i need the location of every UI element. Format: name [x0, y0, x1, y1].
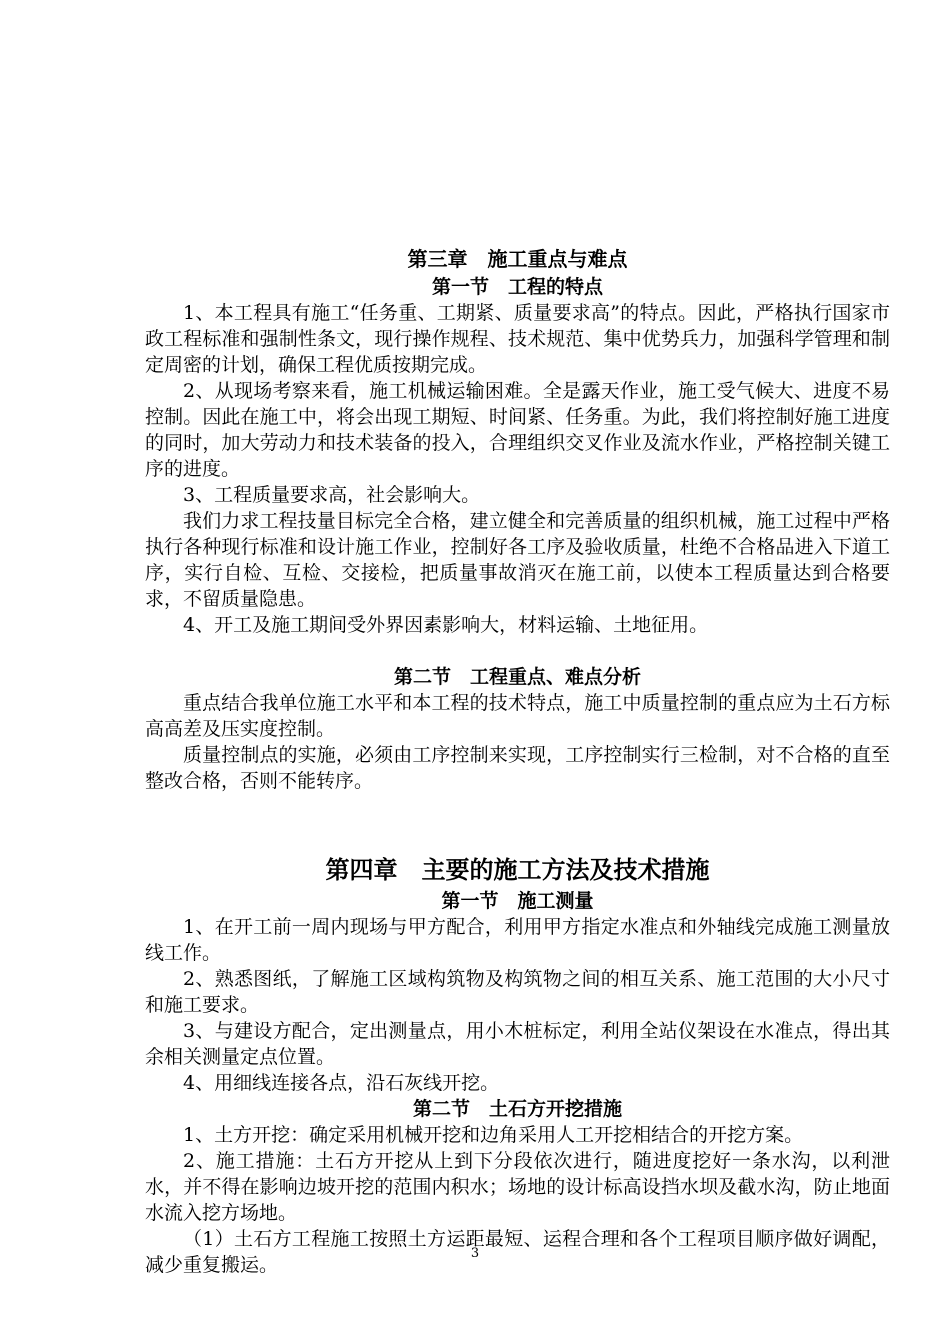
- document-page: [145, 244, 890, 1278]
- paragraph: 1、土方开挖：确定采用机械开挖和边角采用人工开挖相结合的开挖方案。: [183, 1124, 804, 1146]
- chapter-3-section-1-title: 第一节 工程的特点: [431, 276, 603, 298]
- paragraph: 1、在开工前一周内现场与甲方配合，利用甲方指定水准点和外轴线完成施工测量放线工作。: [145, 916, 890, 964]
- paragraph: 2、从现场考察来看，施工机械运输困难。全是露天作业，施工受气候大、进度不易控制。因此在施工中，将会出现工期短、时间紧、任务重。为此，我们将控制好施工进度的同时，加大劳动力和技术装备的投入，合理组织交叉作业及流水作业，严格控制关键工序的进度。: [145, 380, 890, 480]
- paragraph: 1、本工程具有施工“任务重、工期紧、质量要求高”的特点。因此，严格执行国家市政工程标准和强制性条文，现行操作规程、技术规范、集中优势兵力，加强科学管理和制定周密的计划，确保工程优质按期完成。: [145, 302, 890, 376]
- spacer: [145, 638, 890, 664]
- chapter-3-title: 第三章 施工重点与难点: [407, 247, 628, 271]
- paragraph: 2、熟悉图纸，了解施工区域构筑物及构筑物之间的相互关系、施工范围的大小尺寸和施工要求。: [145, 968, 890, 1016]
- paragraph: 3、工程质量要求高，社会影响大。: [183, 484, 481, 506]
- paragraph: 4、用细线连接各点，沿石灰线开挖。: [183, 1072, 500, 1094]
- page-number: 3: [470, 1246, 480, 1261]
- paragraph: 3、与建设方配合，定出测量点，用小木桩标定，利用全站仪架设在水准点，得出其余相关测量定点位置。: [145, 1020, 890, 1068]
- chapter-3-section-2-title: 第二节 工程重点、难点分析: [393, 666, 641, 688]
- chapter-4-section-1-title: 第一节 施工测量: [441, 890, 594, 912]
- paragraph: 我们力求工程技量目标完全合格，建立健全和完善质量的组织机械，施工过程中严格执行各种现行标准和设计施工作业，控制好各工序及验收质量，杜绝不合格品进入下道工序，实行自检、互检、交接检，把质量事故消灭在施工前，以使本工程质量达到合格要求，不留质量隐患。: [145, 510, 890, 610]
- chapter-4-section-2-title: 第二节 土石方开挖措施: [412, 1098, 622, 1120]
- paragraph: 重点结合我单位施工水平和本工程的技术特点，施工中质量控制的重点应为土石方标高高差及压实度控制。: [145, 692, 890, 740]
- paragraph: （1）土石方工程施工按照土方运距最短、运程合理和各个工程项目顺序做好调配，减少重复搬运。: [145, 1228, 890, 1276]
- spacer: [145, 794, 890, 852]
- paragraph: 质量控制点的实施，必须由工序控制来实现，工序控制实行三检制，对不合格的直至整改合格，否则不能转序。: [145, 744, 890, 792]
- paragraph: 4、开工及施工期间受外界因素影响大，材料运输、土地征用。: [183, 614, 709, 636]
- paragraph: 2、施工措施：土石方开挖从上到下分段依次进行，随进度挖好一条水沟，以利泄水，并不得在影响边坡开挖的范围内积水；场地的设计标高设挡水坝及截水沟，防止地面水流入挖方场地。: [145, 1150, 890, 1224]
- chapter-4-title: 第四章 主要的施工方法及技术措施: [325, 855, 710, 884]
